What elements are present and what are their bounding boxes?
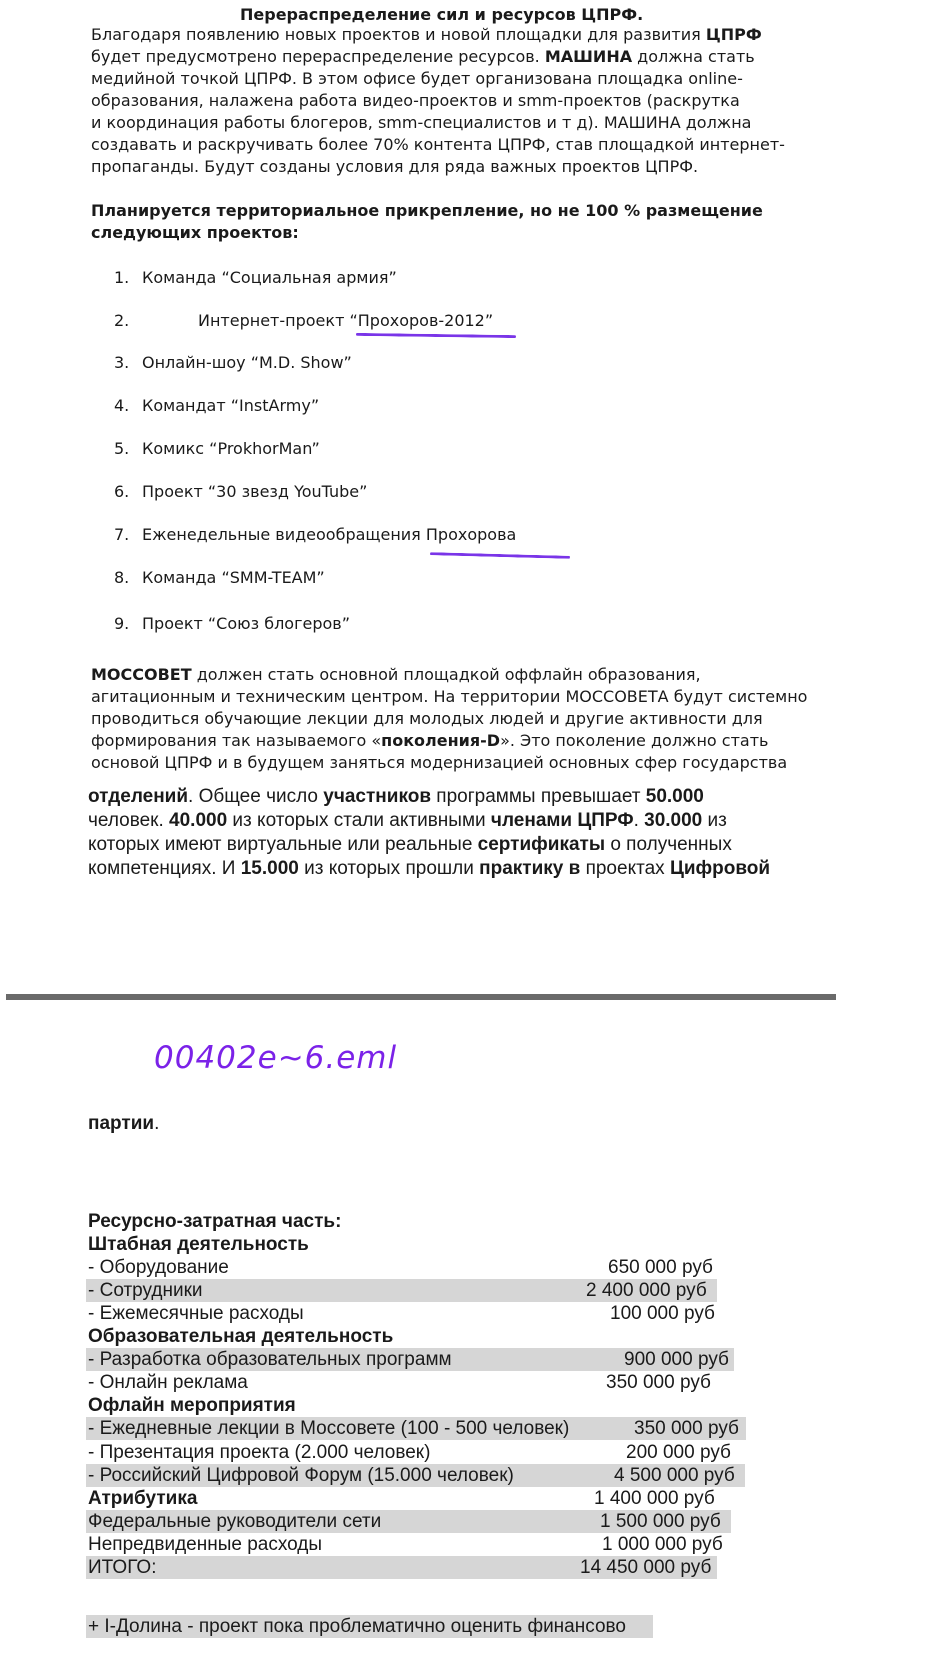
mossovet-line: проводиться обучающие лекции для молодых людей и другие активности для: [91, 709, 763, 728]
list-item-text: Команда “Социальная армия”: [142, 268, 397, 287]
plan-heading: Планируется территориальное прикрепление, но не 100 % размещение: [91, 201, 763, 220]
budget-total-label: ИТОГО:: [88, 1557, 157, 1578]
list-item: 4.: [114, 396, 130, 415]
list-item: 3.: [114, 353, 130, 372]
section-title: Ресурсно-затратная часть:: [88, 1211, 342, 1232]
budget-row-label: - Разработка образовательных программ: [88, 1349, 452, 1370]
budget-row-label: Федеральные руководители сети: [88, 1511, 382, 1532]
budget-row-label: - Ежемесячные расходы: [88, 1303, 304, 1324]
budget-row-value: 4 500 000 руб: [614, 1465, 735, 1486]
budget-category: Штабная деятельность: [88, 1234, 309, 1255]
list-item-text: Еженедельные видеообращения Прохорова: [142, 525, 517, 544]
plan-heading: следующих проектов:: [91, 223, 299, 242]
budget-row-value: 1 000 000 руб: [602, 1534, 723, 1555]
list-item-text: Проект “30 звезд YouTube”: [142, 482, 368, 501]
list-item-text: Интернет-проект “Прохоров-2012”: [198, 311, 494, 330]
list-item: 8.: [114, 568, 130, 587]
intro-line: образования, налажена работа видео-проектов и smm-проектов (раскрутка: [91, 91, 740, 110]
stats-line: человек. 40.000 из которых стали активными членами ЦПРФ. 30.000 из: [88, 810, 727, 831]
budget-row-value: 900 000 руб: [624, 1349, 729, 1370]
intro-line: и координация работы блогеров, smm-специалистов и т д). МАШИНА должна: [91, 113, 752, 132]
list-item: 9.: [114, 614, 130, 633]
intro-line: Благодаря появлению новых проектов и новой площадки для развития ЦПРФ: [91, 25, 762, 44]
list-item: 1.: [114, 268, 130, 287]
budget-category: Образовательная деятельность: [88, 1326, 394, 1347]
continuation-text: партии.: [88, 1113, 160, 1134]
budget-row-value: 1 500 000 руб: [600, 1511, 721, 1532]
budget-row-label: - Презентация проекта (2.000 человек): [88, 1442, 431, 1463]
budget-row-value: 350 000 руб: [634, 1418, 739, 1439]
intro-line: пропаганды. Будут созданы условия для ряда важных проектов ЦПРФ.: [91, 157, 699, 176]
mossovet-line: агитационным и техническим центром. На территории МОССОВЕТА будут системно: [91, 687, 808, 706]
budget-row-value: 350 000 руб: [606, 1372, 711, 1393]
footer-note: + I-Долина - проект пока проблематично оценить финансово: [88, 1616, 626, 1637]
budget-row-value: 200 000 руб: [626, 1442, 731, 1463]
stats-line: отделений. Общее число участников программы превышает 50.000: [88, 786, 704, 807]
budget-row-label: - Онлайн реклама: [88, 1372, 248, 1393]
page-divider: [6, 994, 836, 1000]
page-title: Перераспределение сил и ресурсов ЦПРФ.: [240, 5, 644, 24]
budget-row-label: - Оборудование: [88, 1257, 229, 1278]
list-item: 7.: [114, 525, 130, 544]
list-item: 5.: [114, 439, 130, 458]
budget-row-label: - Ежедневные лекции в Моссовете (100 - 500 человек): [88, 1418, 570, 1439]
list-item: 6.: [114, 482, 130, 501]
budget-category: Офлайн мероприятия: [88, 1395, 296, 1416]
list-item-text: Команда “SMM-TEAM”: [142, 568, 325, 587]
list-item: 2.: [114, 311, 130, 330]
intro-line: будет предусмотрено перераспределение ресурсов. МАШИНА должна стать: [91, 47, 755, 66]
stats-line: компетенциях. И 15.000 из которых прошли практику в проектах Цифровой: [88, 858, 771, 879]
budget-row-label: Непредвиденные расходы: [88, 1534, 323, 1555]
intro-line: медийной точкой ЦПРФ. В этом офисе будет организована площадка online-: [91, 69, 743, 88]
mossovet-line: основой ЦПРФ и в будущем заняться модернизацией основных сфер государства: [91, 753, 788, 772]
intro-line: создавать и раскручивать более 70% контента ЦПРФ, став площадкой интернет-: [91, 135, 785, 154]
stats-line: которых имеют виртуальные или реальные сертификаты о полученных: [88, 834, 732, 855]
mossovet-line: формирования так называемого «поколения-D». Это поколение должно стать: [91, 731, 769, 750]
list-item-text: Комикс “ProkhorMan”: [142, 439, 320, 458]
handwritten-underline: [356, 333, 516, 338]
budget-row-value: 100 000 руб: [610, 1303, 715, 1324]
list-item-text: Проект “Союз блогеров”: [142, 614, 350, 633]
budget-row-value: 2 400 000 руб: [586, 1280, 707, 1301]
file-stamp: 00402e~6.eml: [154, 1040, 398, 1076]
budget-row-value: 650 000 руб: [608, 1257, 713, 1278]
budget-row-value: 1 400 000 руб: [594, 1488, 715, 1509]
budget-row-label: - Российский Цифровой Форум (15.000 человек): [88, 1465, 514, 1486]
list-item-text: Онлайн-шоу “M.D. Show”: [142, 353, 352, 372]
handwritten-underline: [430, 552, 570, 559]
budget-category: Атрибутика: [88, 1488, 198, 1509]
budget-total-value: 14 450 000 руб: [580, 1557, 712, 1578]
mossovet-line: МОССОВЕТ должен стать основной площадкой оффлайн образования,: [91, 665, 701, 684]
list-item-text: Командат “InstArmy”: [142, 396, 320, 415]
budget-row-label: - Сотрудники: [88, 1280, 203, 1301]
